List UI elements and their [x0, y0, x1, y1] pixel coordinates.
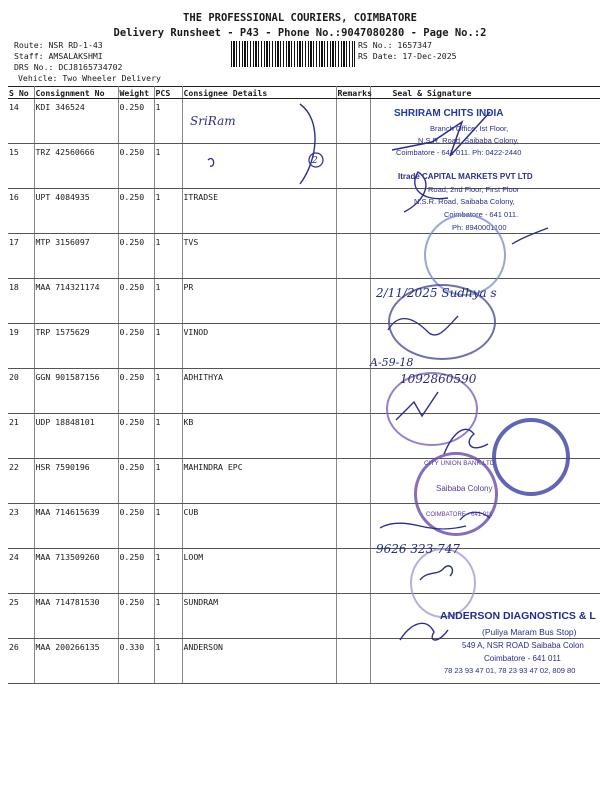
cell-consignment: TRP 1575629: [34, 324, 118, 369]
cell-weight: 0.250: [118, 99, 154, 144]
cell-weight: 0.250: [118, 369, 154, 414]
cell-pcs: 1: [154, 189, 182, 234]
cell-consignment: MAA 714321174: [34, 279, 118, 324]
company-title: THE PROFESSIONAL COURIERS, COIMBATORE: [183, 12, 417, 24]
cell-weight: 0.250: [118, 279, 154, 324]
cell-consignee: MAHINDRA EPC: [182, 459, 336, 504]
cell-sno: 24: [8, 549, 34, 594]
cell-consignee: ADHITHYA: [182, 369, 336, 414]
cell-consignee: ANDERSON: [182, 639, 336, 684]
signature-scribble: [392, 112, 490, 156]
cell-weight: 0.250: [118, 234, 154, 279]
vehicle-label: Vehicle: Two Wheeler Delivery: [18, 73, 161, 83]
cell-sno: 21: [8, 414, 34, 459]
col-weight: Weight: [118, 87, 154, 99]
signature-scribble: [512, 228, 548, 244]
signature-scribble: [396, 392, 438, 420]
cell-consignee: LOOM: [182, 549, 336, 594]
signature-scribble: [309, 153, 323, 167]
handwritten-note: 2: [312, 156, 318, 166]
rs-number: RS No.: 1657347: [358, 40, 432, 50]
cell-consignment: MTP 3156097: [34, 234, 118, 279]
signature-scribble: [444, 429, 488, 454]
itrade-stamp-name: Itrade CAPITAL MARKETS PVT LTD: [398, 172, 533, 181]
cell-pcs: 1: [154, 414, 182, 459]
cell-pcs: 1: [154, 639, 182, 684]
cell-consignment: MAA 713509260: [34, 549, 118, 594]
cell-sno: 25: [8, 594, 34, 639]
cell-consignment: MAA 714615639: [34, 504, 118, 549]
cell-sno: 17: [8, 234, 34, 279]
itrade-stamp-line: N.S.R. Road, Saibaba Colony,: [414, 197, 515, 206]
col-consignment: Consignment No: [34, 87, 118, 99]
cell-weight: 0.250: [118, 189, 154, 234]
col-sno: S No: [8, 87, 34, 99]
cell-consignment: MAA 200266135: [34, 639, 118, 684]
handwritten-note: A-59-18: [370, 356, 414, 369]
cell-pcs: 1: [154, 99, 182, 144]
shriram-stamp-name: SHRIRAM CHITS INDIA: [394, 108, 504, 119]
cell-consignment: MAA 714781530: [34, 594, 118, 639]
handwritten-note: 1092860590: [400, 372, 477, 386]
cell-consignment: GGN 901587156: [34, 369, 118, 414]
col-seal: Seal & Signature: [370, 87, 600, 99]
staff-label: Staff: AMSALAKSHMI: [14, 51, 103, 61]
cell-weight: 0.250: [118, 459, 154, 504]
cell-weight: 0.250: [118, 594, 154, 639]
signature-scribble: [300, 104, 315, 184]
cell-consignment: UPT 4084935: [34, 189, 118, 234]
cell-weight: 0.330: [118, 639, 154, 684]
cell-pcs: 1: [154, 459, 182, 504]
drs-label: DRS No.: DCJ8165734702: [14, 62, 123, 72]
col-pcs: PCS: [154, 87, 182, 99]
col-remarks: Remarks: [337, 87, 373, 98]
cell-pcs: 1: [154, 279, 182, 324]
shriram-stamp-line: N.S.R. Road, Saibaba Colony,: [418, 136, 519, 145]
cell-consignee: CUB: [182, 504, 336, 549]
cell-consignee: KB: [182, 414, 336, 459]
anderson-stamp-line: (Puliya Maram Bus Stop): [482, 627, 577, 637]
cell-sno: 18: [8, 279, 34, 324]
cell-consignment: HSR 7590196: [34, 459, 118, 504]
cell-consignee: VINOD: [182, 324, 336, 369]
itrade-stamp-line: Coimbatore - 641 011.: [444, 210, 519, 219]
cell-pcs: 1: [154, 234, 182, 279]
col-consignee: Consignee Details: [182, 87, 336, 99]
cub-stamp-name: CITY UNION BANK LTD: [424, 460, 495, 467]
cell-weight: 0.250: [118, 414, 154, 459]
signature-scribble: [208, 158, 214, 166]
cell-sno: 19: [8, 324, 34, 369]
cell-consignment: TRZ 42560666: [34, 144, 118, 189]
cell-pcs: 1: [154, 504, 182, 549]
signature-scribble: [460, 512, 490, 520]
cell-consignee: PR: [182, 279, 336, 324]
shriram-stamp-line: Branch Office, Ist Floor,: [430, 124, 509, 133]
cell-sno: 15: [8, 144, 34, 189]
cell-consignment: KDI 346524: [34, 99, 118, 144]
signature-scribble: [388, 316, 458, 335]
anderson-stamp-line: 549 A, NSR ROAD Saibaba Colon: [462, 641, 584, 650]
handwritten-note: 9626 323 747: [376, 542, 460, 556]
cell-weight: 0.250: [118, 504, 154, 549]
shriram-stamp-line: Coimbatore - 641 011. Ph: 0422-2440: [396, 148, 522, 157]
signature-scribble: [404, 172, 448, 212]
route-label: Route: NSR RD-1-43: [14, 40, 103, 50]
anderson-stamp-line: Coimbatore - 641 011: [484, 654, 561, 663]
cell-weight: 0.250: [118, 144, 154, 189]
cell-consignee: SUNDRAM: [182, 594, 336, 639]
signature-scribble: [420, 566, 452, 580]
rs-date: RS Date: 17-Dec-2025: [358, 51, 457, 61]
cell-sno: 20: [8, 369, 34, 414]
cell-pcs: 1: [154, 594, 182, 639]
itrade-stamp-line: Ph: 8940001100: [452, 223, 507, 232]
anderson-stamp-name: ANDERSON DIAGNOSTICS & L: [440, 610, 596, 622]
cell-consignee: TVS: [182, 234, 336, 279]
signature-scribble: [400, 623, 448, 640]
cell-consignment: UDP 18848101: [34, 414, 118, 459]
handwritten-note: SriRam: [190, 114, 236, 128]
cell-sno: 14: [8, 99, 34, 144]
cell-pcs: 1: [154, 549, 182, 594]
cub-stamp-city: COIMBATORE - 641 011: [426, 512, 493, 518]
runsheet-subtitle: Delivery Runsheet - P43 - Phone No.:9047080280 - Page No.:2: [113, 27, 487, 39]
cell-weight: 0.250: [118, 549, 154, 594]
itrade-stamp-line: Road, 2nd Floor, First Floor: [428, 185, 520, 194]
cell-sno: 16: [8, 189, 34, 234]
cell-weight: 0.250: [118, 324, 154, 369]
cell-pcs: 1: [154, 324, 182, 369]
cell-sno: 23: [8, 504, 34, 549]
signature-scribble: [380, 523, 466, 529]
cell-sno: 22: [8, 459, 34, 504]
cell-pcs: 1: [154, 144, 182, 189]
cell-pcs: 1: [154, 369, 182, 414]
handwritten-note: 2/11/2025 Sudhya s: [376, 286, 497, 300]
cell-consignee: ITRADSE: [182, 189, 336, 234]
anderson-stamp-line: 78 23 93 47 01, 78 23 93 47 02, 809 80: [444, 666, 576, 675]
cell-sno: 26: [8, 639, 34, 684]
cub-stamp-branch: Saibaba Colony: [436, 484, 493, 493]
